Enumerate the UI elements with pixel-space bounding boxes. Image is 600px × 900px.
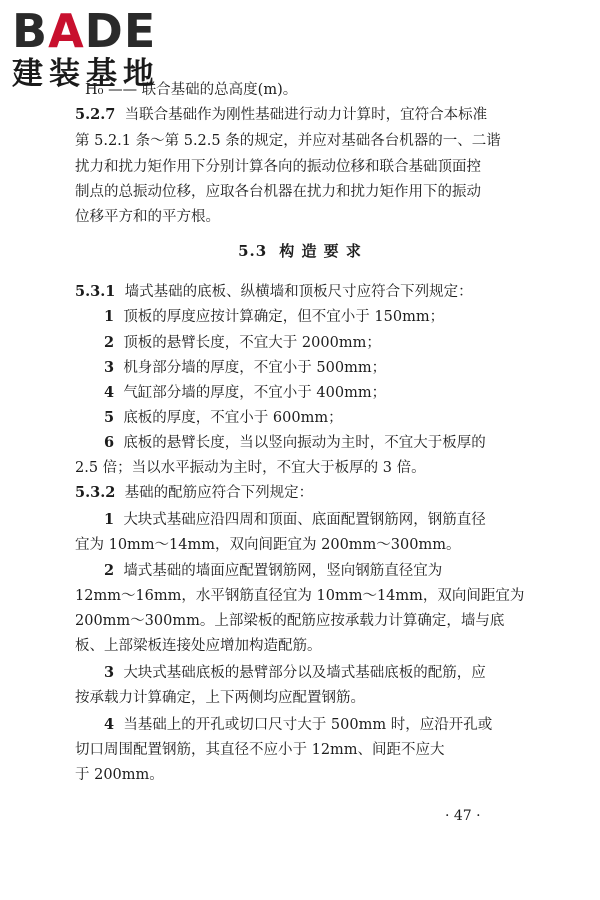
clause-5-2-7-line-1: 5.2.7 当联合基础作为刚性基础进行动力计算时，宜符合本标准 xyxy=(75,106,488,123)
paragraph-line: 200mm～300mm。上部梁板的配筋应按承载力计算确定，墙与底 xyxy=(75,613,505,629)
page-number: · 47 · xyxy=(445,808,481,824)
list-item: 5 底板的厚度，不宜小于 600mm； xyxy=(104,409,343,426)
paragraph-line: 12mm～16mm，水平钢筋直径宜为 10mm～14mm，双向间距宜为 xyxy=(75,588,525,604)
paragraph-line: 按承载力计算确定，上下两侧均应配置钢筋。 xyxy=(75,690,365,706)
clause-5-3-2-intro: 5.3.2 基础的配筋应符合下列规定： xyxy=(75,484,314,501)
paragraph-line: 宜为 10mm～14mm，双向间距宜为 200mm～300mm。 xyxy=(75,537,461,553)
clause-5-2-7-line-4: 制点的总振动位移，应取各台机器在扰力和扰力矩作用下的振动 xyxy=(75,184,481,200)
list-item: 2 顶板的悬臂长度，不宜大于 2000mm； xyxy=(104,334,381,351)
list-item-continuation: 2.5 倍；当以水平振动为主时，不宜大于板厚的 3 倍。 xyxy=(75,460,426,476)
logo-chinese: 建装基地 xyxy=(12,56,160,92)
paragraph-line: 3 大块式基础底板的悬臂部分以及墙式基础底板的配筋，应 xyxy=(104,664,486,681)
paragraph-line: 1 大块式基础应沿四周和顶面、底面配置钢筋网，钢筋直径 xyxy=(104,511,486,528)
clause-5-2-7-line-2: 第 5.2.1 条～第 5.2.5 条的规定，并应对基础各台机器的一、二谐 xyxy=(75,133,501,149)
clause-5-2-7-line-5: 位移平方和的平方根。 xyxy=(75,209,220,225)
clause-number: 5.3.2 xyxy=(75,484,116,501)
list-item: 4 气缸部分墙的厚度，不宜小于 400mm； xyxy=(104,384,387,401)
section-heading: 5.3 构 造 要 求 xyxy=(238,242,362,260)
logo-wordmark: BADE xyxy=(12,4,157,58)
paragraph-line: 2 墙式基础的墙面应配置钢筋网，竖向钢筋直径宜为 xyxy=(104,562,443,579)
paragraph-line: 切口周围配置钢筋，其直径不应小于 12mm、间距不应大 xyxy=(75,742,445,758)
paragraph-line: 板、上部梁板连接处应增加构造配筋。 xyxy=(75,638,322,654)
clause-number: 5.3.1 xyxy=(75,283,116,300)
list-item: 6 底板的悬臂长度，当以竖向振动为主时，不宜大于板厚的 xyxy=(104,434,486,451)
paragraph-line: 4 当基础上的开孔或切口尺寸大于 500mm 时，应沿开孔或 xyxy=(104,716,493,733)
clause-number: 5.2.7 xyxy=(75,106,116,123)
list-item: 1 顶板的厚度应按计算确定，但不宜小于 150mm； xyxy=(104,308,445,325)
clause-5-2-7-line-3: 扰力和扰力矩作用下分别计算各向的振动位移和联合基础顶面控 xyxy=(75,159,481,175)
list-item: 3 机身部分墙的厚度，不宜小于 500mm； xyxy=(104,359,387,376)
definition-line: H₀ —— 联合基础的总高度(m)。 xyxy=(85,82,298,98)
clause-5-3-1-intro: 5.3.1 墙式基础的底板、纵横墙和顶板尺寸应符合下列规定： xyxy=(75,283,473,300)
paragraph-line: 于 200mm。 xyxy=(75,767,164,783)
